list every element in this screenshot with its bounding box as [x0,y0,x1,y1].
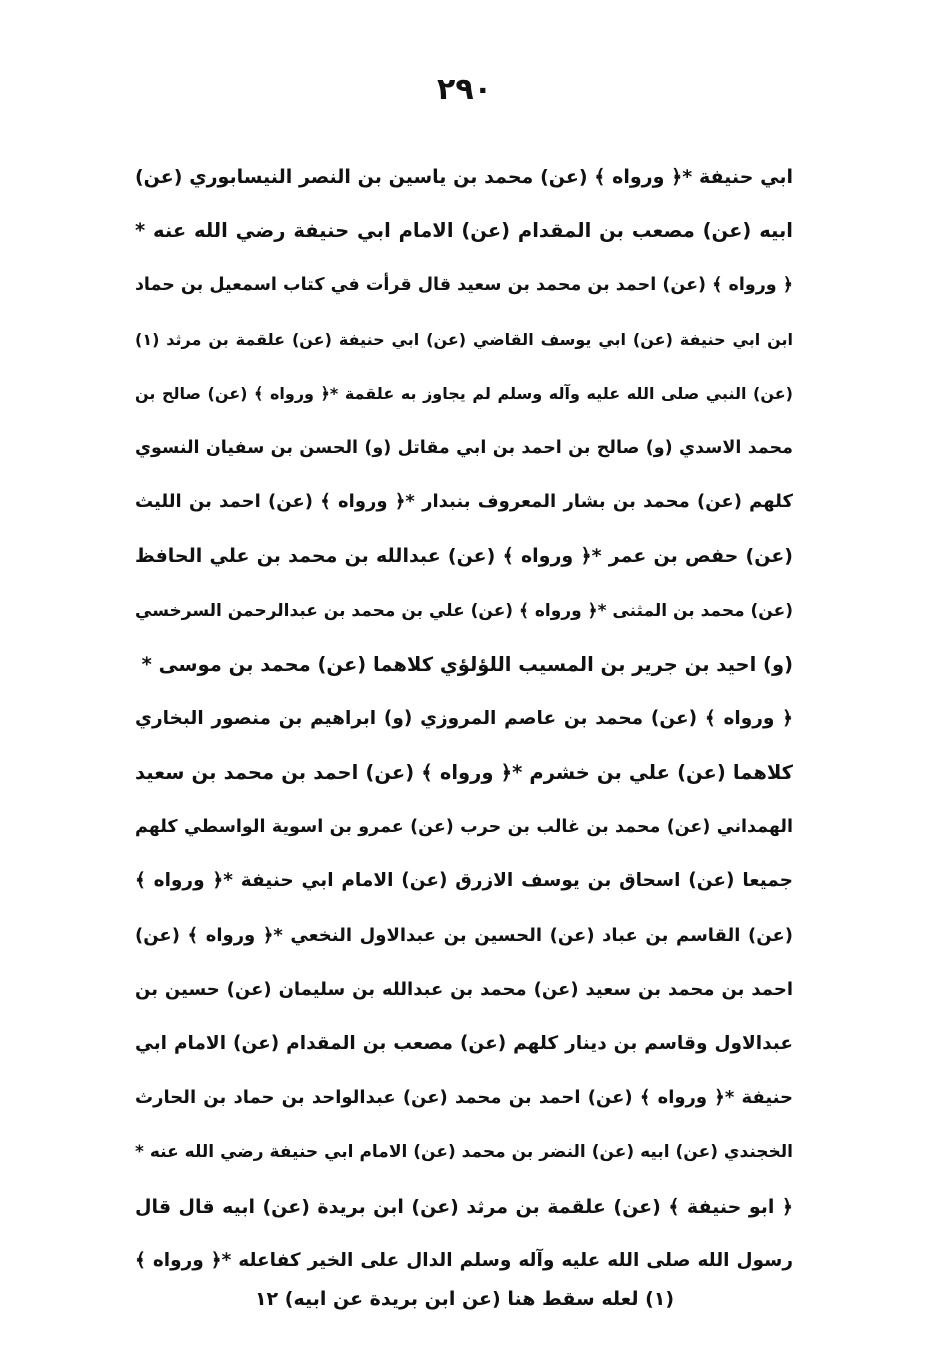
text-line: ﴿ ابو حنيفة ﴾ (عن) علقمة بن مرثد (عن) ابن بريدة (عن) ابيه قال قال [135,1195,793,1218]
text-line: (عن) محمد بن المثنى *﴿ ورواه ﴾ (عن) علي بن محمد بن عبدالرحمن السرخسي [135,600,793,621]
text-line: ﴿ ورواه ﴾ (عن) محمد بن عاصم المروزي (و) ابراهيم بن منصور البخاري [135,707,793,729]
text-line: رسول الله صلى الله عليه وآله وسلم الدال على الخير كفاعله *﴿ ورواه ﴾ [135,1249,793,1271]
text-line: جميعا (عن) اسحاق بن يوسف الازرق (عن) الامام ابي حنيفة *﴿ ورواه ﴾ [135,870,793,892]
text-line: ابيه (عن) مصعب بن المقدام (عن) الامام ابي حنيفة رضي الله عنه * [135,219,793,243]
footnote: (١) لعله سقط هنا (عن ابن بريدة عن ابيه) ١٢ [254,1288,675,1310]
text-line: عبدالاول وقاسم بن دينار كلهم (عن) مصعب بن المقدام (عن) الامام ابي [135,1033,793,1054]
text-line: (و) احيد بن جرير بن المسيب اللؤلؤي كلاهما (عن) محمد بن موسى * [141,652,793,676]
text-line: حنيفة *﴿ ورواه ﴾ (عن) احمد بن محمد (عن) عبدالواحد بن حماد بن الحارث [135,1087,793,1109]
text-line: ﴿ ورواه ﴾ (عن) احمد بن محمد بن سعيد قال قرأت في كتاب اسمعيل بن حماد [135,275,793,296]
text-line: (عن) حفص بن عمر *﴿ ورواه ﴾ (عن) عبدالله بن محمد بن علي الحافظ [135,545,793,568]
text-line: ابن ابي حنيفة (عن) ابي يوسف القاضي (عن) ابي حنيفة (عن) علقمة بن مرثد (١) [135,329,793,349]
main-text [135,150,793,1288]
text-line: احمد بن محمد بن سعيد (عن) محمد بن عبدالله بن سليمان (عن) حسين بن [135,978,793,1000]
text-line: كلهم (عن) محمد بن بشار المعروف بنبدار *﴿ ورواه ﴾ (عن) احمد بن الليث [135,491,793,513]
text-line: (عن) النبي صلى الله عليه وآله وسلم لم يجاوز به علقمة *﴿ ورواه ﴾ (عن) صالح بن [135,383,793,403]
text-line: الهمداني (عن) محمد بن غالب بن حرب (عن) عمرو بن اسوية الواسطي كلهم [135,817,793,838]
page-number: ۲۹۰ [437,72,492,107]
text-line: ابي حنيفة *﴿ ورواه ﴾ (عن) محمد بن ياسين بن النصر النيسابوري (عن) [135,166,793,188]
text-line: الخجندي (عن) ابيه (عن) النضر بن محمد (عن) الامام ابي حنيفة رضي الله عنه * [135,1142,793,1163]
text-line: (عن) القاسم بن عباد (عن) الحسين بن عبدالاول النخعي *﴿ ورواه ﴾ (عن) [135,924,793,946]
text-line: محمد الاسدي (و) صالح بن احمد بن ابي مقاتل (و) الحسن بن سفيان النسوي [135,437,793,458]
text-line: كلاهما (عن) علي بن خشرم *﴿ ورواه ﴾ (عن) احمد بن محمد بن سعيد [135,761,793,785]
